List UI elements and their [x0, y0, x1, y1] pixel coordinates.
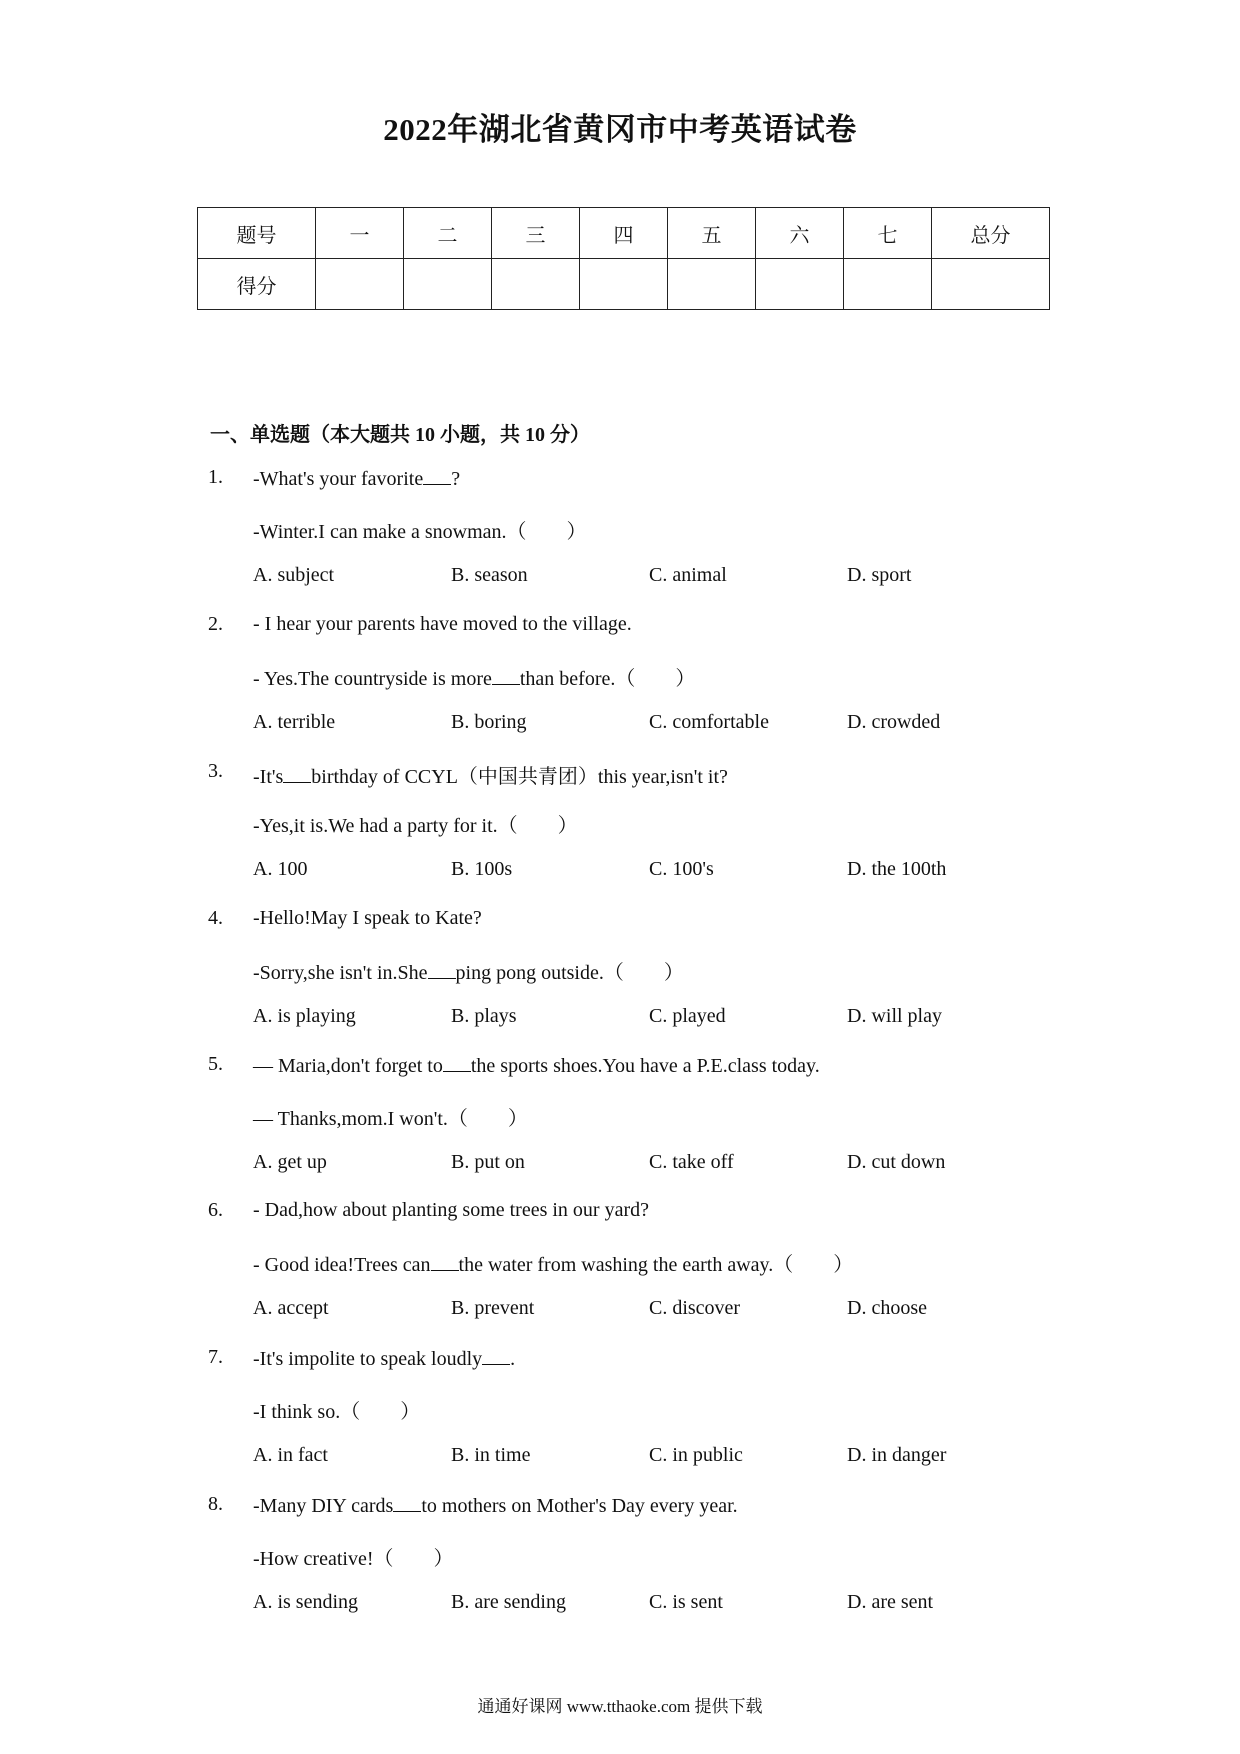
question-number: 7.	[208, 1346, 223, 1368]
score-cell	[932, 259, 1050, 310]
option-a[interactable]: A. terrible	[253, 711, 336, 733]
score-header-cell: 四	[580, 208, 668, 259]
option-b[interactable]: B. boring	[451, 711, 527, 733]
options-row	[253, 1297, 1053, 1325]
score-header-cell: 一	[316, 208, 404, 259]
score-header-cell: 题号	[198, 208, 316, 259]
score-cell	[756, 259, 844, 310]
option-d[interactable]: D. cut down	[847, 1151, 946, 1173]
options-row	[253, 1591, 1053, 1619]
page-title: 2022年湖北省黄冈市中考英语试卷	[383, 112, 857, 147]
option-d[interactable]: D. the 100th	[847, 858, 947, 880]
option-b[interactable]: B. prevent	[451, 1297, 535, 1319]
options-row	[253, 564, 1053, 592]
question-line: - Dad,how about planting some trees in our yard?	[253, 1199, 650, 1221]
answer-blank	[443, 1053, 471, 1072]
option-c[interactable]: C. 100's	[649, 858, 714, 880]
options-row	[253, 858, 1053, 886]
question-line: - Yes.The countryside is more than before.（ ）	[253, 668, 696, 690]
option-a[interactable]: A. is playing	[253, 1005, 356, 1027]
option-c[interactable]: C. comfortable	[649, 711, 769, 733]
option-a[interactable]: A. in fact	[253, 1444, 328, 1466]
options-row	[253, 1151, 1053, 1179]
question-line: - I hear your parents have moved to the village.	[253, 613, 632, 635]
score-cell	[316, 259, 404, 310]
answer-blank	[283, 764, 311, 783]
options-row	[253, 711, 1053, 739]
option-b[interactable]: B. in time	[451, 1444, 531, 1466]
question-line: -It's impolite to speak loudly .	[253, 1348, 516, 1370]
option-d[interactable]: D. are sent	[847, 1591, 934, 1613]
option-d[interactable]: D. in danger	[847, 1444, 947, 1466]
score-header-cell: 总分	[932, 208, 1050, 259]
question-number: 4.	[208, 907, 223, 929]
option-c[interactable]: C. played	[649, 1005, 726, 1027]
question-number: 6.	[208, 1199, 223, 1221]
option-d[interactable]: D. crowded	[847, 711, 941, 733]
option-c[interactable]: C. is sent	[649, 1591, 723, 1613]
options-row	[253, 1005, 1053, 1033]
question-number: 5.	[208, 1053, 223, 1075]
question-number: 8.	[208, 1493, 223, 1515]
option-c[interactable]: C. take off	[649, 1151, 734, 1173]
score-cell	[404, 259, 492, 310]
option-b[interactable]: B. plays	[451, 1005, 517, 1027]
question-line: -Many DIY cards to mothers on Mother's Day every year.	[253, 1495, 738, 1517]
answer-blank	[492, 666, 520, 685]
option-b[interactable]: B. 100s	[451, 858, 513, 880]
answer-blank	[428, 960, 456, 979]
option-a[interactable]: A. subject	[253, 564, 335, 586]
option-a[interactable]: A. 100	[253, 858, 308, 880]
answer-blank	[393, 1493, 421, 1512]
footer-source: 通通好课网 www.tthaoke.com 提供下载	[477, 1697, 763, 1716]
score-table	[197, 207, 1050, 310]
question-line: -Hello!May I speak to Kate?	[253, 907, 482, 929]
score-header-cell: 三	[492, 208, 580, 259]
options-row	[253, 1444, 1053, 1472]
answer-blank	[431, 1252, 459, 1271]
answer-blank	[482, 1346, 510, 1365]
option-b[interactable]: B. season	[451, 564, 528, 586]
answer-blank	[423, 466, 451, 485]
question-line: -I think so.（ ）	[253, 1401, 421, 1423]
option-b[interactable]: B. are sending	[451, 1591, 566, 1613]
option-d[interactable]: D. will play	[847, 1005, 942, 1027]
option-c[interactable]: C. discover	[649, 1297, 741, 1319]
question-number: 3.	[208, 760, 223, 782]
question-line: — Thanks,mom.I won't.（ ）	[253, 1108, 528, 1130]
score-cell	[844, 259, 932, 310]
question-line: -Sorry,she isn't in.She ping pong outside.（ ）	[253, 962, 684, 984]
option-d[interactable]: D. sport	[847, 564, 912, 586]
score-cell	[492, 259, 580, 310]
question-number: 2.	[208, 613, 223, 635]
score-table-header-row	[198, 208, 1050, 259]
option-c[interactable]: C. animal	[649, 564, 727, 586]
score-table-score-row	[198, 259, 1050, 310]
score-cell	[668, 259, 756, 310]
score-header-cell: 二	[404, 208, 492, 259]
section-heading: 一、单选题（本大题共 10 小题，共 10 分）	[210, 424, 590, 446]
question-line: -What's your favorite ?	[253, 468, 461, 490]
option-b[interactable]: B. put on	[451, 1151, 525, 1173]
question-line: -It's birthday of CCYL（中国共青团）this year,isn't it?	[253, 766, 728, 788]
score-header-cell: 七	[844, 208, 932, 259]
option-a[interactable]: A. accept	[253, 1297, 329, 1319]
question-line: -Yes,it is.We had a party for it.（ ）	[253, 815, 578, 837]
option-c[interactable]: C. in public	[649, 1444, 743, 1466]
score-header-cell: 六	[756, 208, 844, 259]
question-number: 1.	[208, 466, 223, 488]
option-d[interactable]: D. choose	[847, 1297, 927, 1319]
question-line: -Winter.I can make a snowman.（ ）	[253, 521, 587, 543]
score-row-label: 得分	[198, 259, 316, 310]
score-header-cell: 五	[668, 208, 756, 259]
score-cell	[580, 259, 668, 310]
question-line: - Good idea!Trees can the water from washing the earth away.（ ）	[253, 1254, 854, 1276]
question-line: -How creative!（ ）	[253, 1548, 454, 1570]
option-a[interactable]: A. get up	[253, 1151, 327, 1173]
option-a[interactable]: A. is sending	[253, 1591, 358, 1613]
question-line: — Maria,don't forget to the sports shoes.You have a P.E.class today.	[253, 1055, 820, 1077]
